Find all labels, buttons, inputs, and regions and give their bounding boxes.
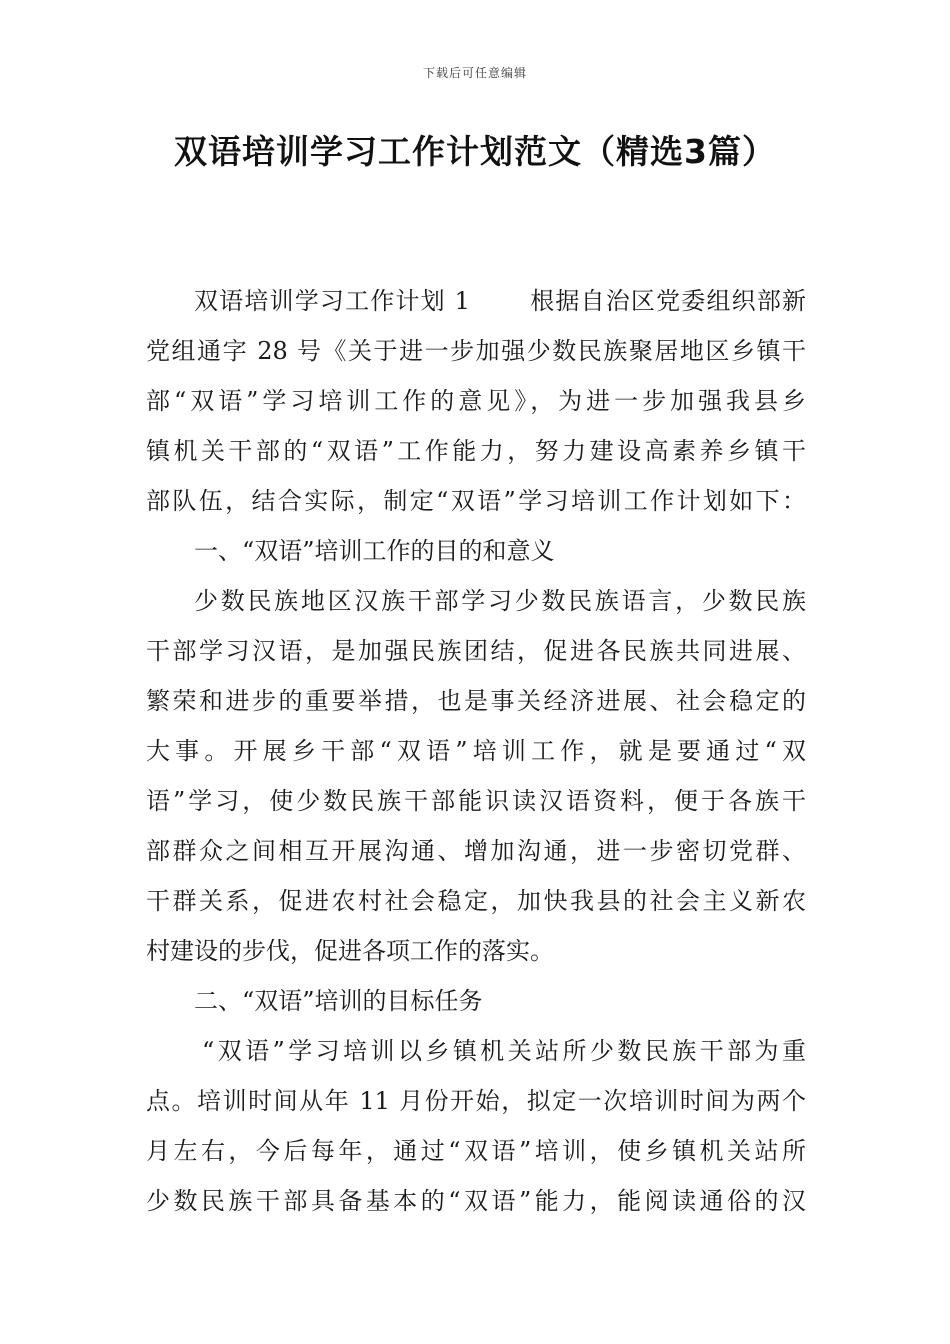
section-heading: 一、“双语”培训工作的目的和意义 (194, 537, 555, 565)
paragraph-line: 繁荣和进步的重要举措，也是事关经济进展、社会稳定的 (146, 687, 806, 715)
paragraph-line: 大事。开展乡干部“双语”培训工作，就是要通过“双 (146, 737, 806, 765)
document-body (146, 276, 806, 1226)
paragraph-line: 少数民族地区汉族干部学习少数民族语言，少数民族 (194, 587, 806, 615)
paragraph-line: 镇机关干部的“双语”工作能力，努力建设高素养乡镇干 (146, 437, 806, 465)
paragraph-line: 村建设的步伐，促进各项工作的落实。 (146, 937, 554, 965)
paragraph-line: 双语培训学习工作计划 1 根据自治区党委组织部新 (194, 287, 806, 315)
paragraph-line: 干群关系，促进农村社会稳定，加快我县的社会主义新农 (146, 887, 806, 915)
paragraph-line: “双语”学习培训以乡镇机关站所少数民族干部为重 (202, 1037, 806, 1065)
paragraph-line: 部“双语”学习培训工作的意见》，为进一步加强我县乡 (146, 387, 806, 415)
paragraph-line: 月左右，今后每年，通过“双语”培训，使乡镇机关站所 (146, 1137, 806, 1165)
document-title: 双语培训学习工作计划范文（精选3篇） (174, 132, 776, 171)
paragraph-line: 部群众之间相互开展沟通、增加沟通，进一步密切党群、 (146, 837, 806, 865)
paragraph-line: 少数民族干部具备基本的“双语”能力，能阅读通俗的汉 (146, 1187, 806, 1215)
section-heading: 二、“双语”培训的目标任务 (194, 987, 483, 1015)
paragraph-line: 点。培训时间从年 11 月份开始，拟定一次培训时间为两个 (146, 1087, 806, 1115)
paragraph-line: 党组通字 28 号《关于进一步加强少数民族聚居地区乡镇干 (146, 337, 806, 365)
paragraph-line: 部队伍，结合实际，制定“双语”学习培训工作计划如下： (146, 487, 806, 515)
header-note: 下载后可任意编辑 (422, 66, 527, 80)
paragraph-line: 语”学习，使少数民族干部能识读汉语资料，便于各族干 (146, 787, 806, 815)
paragraph-line: 干部学习汉语，是加强民族团结，促进各民族共同进展、 (146, 637, 806, 665)
